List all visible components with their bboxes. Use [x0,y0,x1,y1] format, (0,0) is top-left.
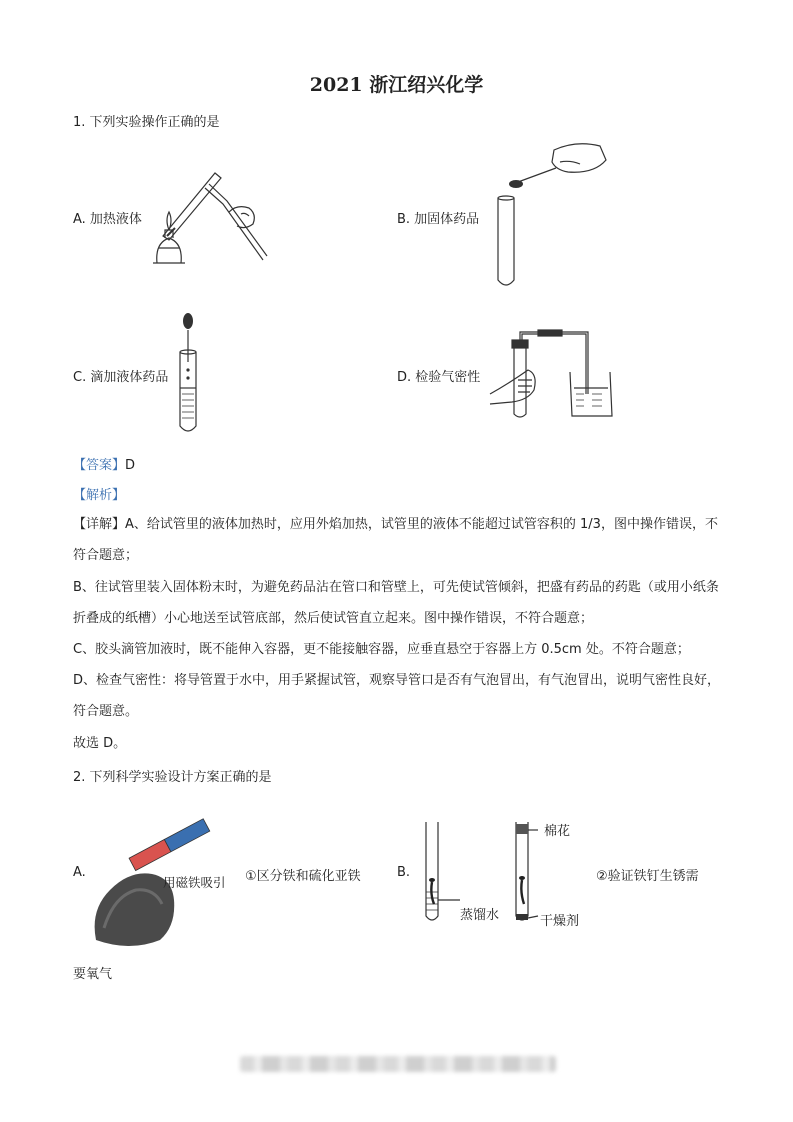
q1-detail-b: B、往试管里装入固体粉末时，为避免药品沾在管口和管壁上，可先使试管倾斜，把盛有药品的药匙（或用小纸条折叠成的纸槽）小心地送至试管底部，然后使试管直立起来。图中操作错误，不符合题意； [73,580,719,626]
answer-tag: 【答案】 [73,458,126,473]
q2-b-cotton-label: 棉花 [544,824,571,839]
figure-heating-liquid [145,168,270,270]
figure-airtightness [488,330,612,420]
q2-option-a-label: A. [73,865,86,880]
figure-adding-solid [496,140,608,290]
blurred-footer [240,1056,556,1072]
q2-b-desiccant-label: 干燥剂 [540,914,580,929]
q1-option-c: C. 滴加液体药品 [73,370,169,385]
q2-option-b-label: B. [397,865,411,880]
q2-option-b-text: ②验证铁钉生锈需 [596,869,699,884]
q1-option-d: D. 检验气密性 [397,370,481,385]
question-1-stem: 1. 下列实验操作正确的是 [73,115,220,130]
figure-dropping-liquid [176,312,200,436]
q2-a-image-label: 用磁铁吸引 [163,875,226,890]
question-2-stem: 2. 下列科学实验设计方案正确的是 [73,770,272,785]
q2-option-b-continuation: 要氧气 [73,967,113,982]
q1-option-b: B. 加固体药品 [397,212,480,227]
q2-option-a-text: ①区分铁和硫化亚铁 [245,869,361,884]
q1-detail-a: 【详解】A、给试管里的液体加热时，应用外焰加热，试管里的液体不能超过试管容积的 1/3，图中操作错误，不符合题意； [73,517,718,563]
q1-option-a: A. 加热液体 [73,212,142,227]
q1-answer-line [73,454,135,473]
q1-detail-c: C、胶头滴管加液时，既不能伸入容器，更不能接触容器，应垂直悬空于容器上方 0.5cm 处。不符合题意； [73,642,690,657]
analysis-tag: 【解析】 [73,488,126,503]
q1-conclusion: 故选 D。 [73,736,127,751]
q2-b-water-label: 蒸馏水 [460,908,500,923]
q1-detail-d: D、检查气密性：将导管置于水中，用手紧握试管，观察导管口是否有气泡冒出，有气泡冒出，说明气密性良好，符合题意。 [73,673,721,719]
page-title: 2021 浙江绍兴化学 [309,74,484,96]
q1-answer-value: D [125,458,136,473]
